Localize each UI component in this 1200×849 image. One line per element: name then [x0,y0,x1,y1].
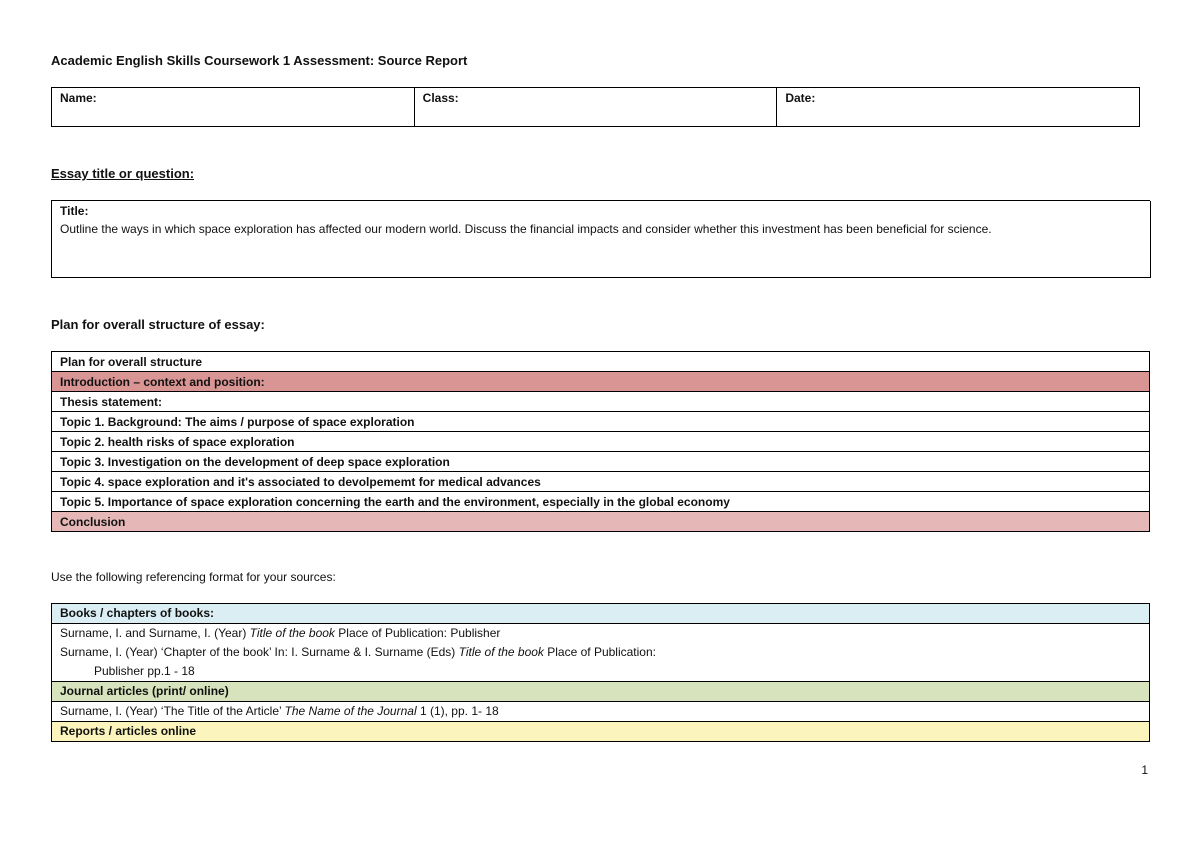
class-label: Class: [422,91,459,105]
journal-reference-line: Surname, I. (Year) ‘The Title of the Article’ The Name of the Journal 1 (1), pp. 1- 18 [52,702,1150,722]
essay-title-box [51,200,1150,278]
plan-table [51,351,1150,532]
journals-header: Journal articles (print/ online) [52,682,1150,702]
date-label: Date: [785,91,816,105]
plan-thesis-row [52,392,1150,412]
essay-title-text: Outline the ways in which space exploration has affected our modern world. Discuss the financial impacts and consider whether this investment has been beneficial for science. [60,222,992,236]
name-label: Name: [60,91,97,105]
plan-introduction-row [52,372,1150,392]
reports-header: Reports / articles online [52,722,1150,742]
name-cell[interactable] [52,88,415,127]
student-info-table [51,87,1140,127]
book-reference-line: Surname, I. and Surname, I. (Year) Title of the book Place of Publication: Publisher [60,626,501,640]
plan-header-row [52,352,1150,372]
plan-topic-row [52,492,1150,512]
plan-topic-1-cell: Topic 1. Background: The aims / purpose of space exploration [52,412,1150,432]
essay-title-label: Title: [60,204,89,218]
books-header-row [52,604,1150,624]
books-example-cell [52,624,1150,682]
plan-conclusion-row [52,512,1150,532]
chapter-reference-line: Surname, I. (Year) ‘Chapter of the book’ In: I. Surname & I. Surname (Eds) Title of the book Place of Publication: Publisher pp.1 - 18 [60,645,656,678]
date-cell[interactable] [777,88,1140,127]
plan-topic-row [52,432,1150,452]
plan-introduction-cell: Introduction – context and position: [52,372,1150,392]
document-title: Academic English Skills Coursework 1 Assessment: Source Report [51,53,468,68]
plan-topic-5-cell: Topic 5. Importance of space exploration concerning the earth and the environment, especially in the global economy [52,492,1150,512]
reports-header-row [52,722,1150,742]
plan-topic-4-cell: Topic 4. space exploration and it's associated to devolpememt for medical advances [52,472,1150,492]
journals-example-row [52,702,1150,722]
plan-thesis-cell: Thesis statement: [52,392,1150,412]
class-cell[interactable] [414,88,777,127]
referencing-table [51,603,1150,742]
books-header: Books / chapters of books: [52,604,1150,624]
books-example-row [52,624,1150,682]
plan-topic-3-cell: Topic 3. Investigation on the development of deep space exploration [52,452,1150,472]
plan-topic-2-cell: Topic 2. health risks of space exploration [52,432,1150,452]
plan-topic-row [52,452,1150,472]
plan-heading: Plan for overall structure of essay: [51,317,265,332]
plan-header-cell: Plan for overall structure [52,352,1150,372]
essay-title-heading: Essay title or question: [51,166,195,181]
journals-header-row [52,682,1150,702]
referencing-intro: Use the following referencing format for your sources: [51,570,336,584]
plan-topic-row [52,472,1150,492]
plan-topic-row [52,412,1150,432]
page-number: 1 [1141,763,1148,777]
plan-conclusion-cell: Conclusion [52,512,1150,532]
